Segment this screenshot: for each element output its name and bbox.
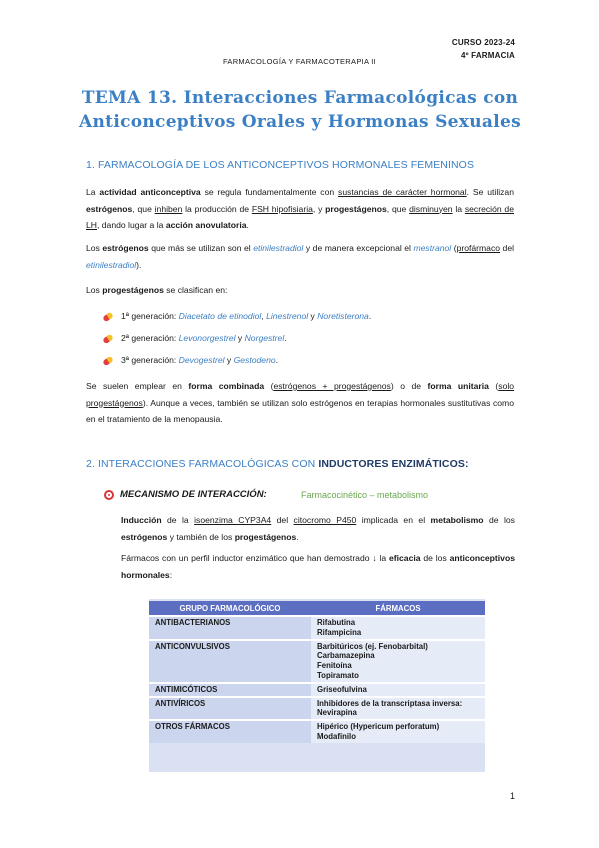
group-cell: ANTICONVULSIVOS: [149, 640, 311, 683]
degree: 4º FARMACIA: [460, 51, 515, 60]
drugs-cell: Hipérico (Hypericum perforatum) Modafinilo: [311, 720, 485, 743]
page-number: 1: [509, 791, 515, 801]
subject-header: FARMACOLOGÍA Y FARMACOTERAPIA II: [222, 57, 377, 66]
drugs-cell: Inhibidores de la transcriptasa inversa: Nevirapina: [311, 697, 485, 721]
table-row: [149, 616, 485, 640]
section-2-paragraph-1: Inducción de la isoenzima CYP3A4 del citocromo P450 implicada en el metabolismo de los estrógenos y también de los progestágenos.: [121, 515, 515, 542]
table-row: [149, 697, 485, 721]
generation-2-item: 2ª generación: Levonorgestrel y Norgestrel.: [103, 333, 287, 343]
title-line-1: TEMA 13. Interacciones Farmacológicas con: [81, 88, 519, 108]
section-1-paragraph-2: Los estrógenos que más se utilizan son el etinilestradiol y de manera excepcional el mestranol (profármaco del etinilestradiol).: [86, 243, 515, 270]
inducers-table: [149, 599, 485, 772]
pill-icon: [102, 333, 114, 344]
down-arrow-icon: ↓: [372, 553, 377, 563]
table-row: [149, 683, 485, 697]
column-header-group: GRUPO FARMACOLÓGICO: [149, 601, 311, 616]
drugs-cell: Rifabutina Rifampicina: [311, 616, 485, 640]
drugs-cell: Barbitúricos (ej. Fenobarbital) Carbamazepina Fenitoína Topiramato: [311, 640, 485, 683]
generation-3-item: 3ª generación: Devogestrel y Gestodeno.: [103, 355, 278, 365]
column-header-drugs: FÁRMACOS: [311, 601, 485, 616]
section-1-paragraph-1: La actividad anticonceptiva se regula fundamentalmente con sustancias de carácter hormonal. Se utilizan estrógenos, que inhiben la producción de FSH hipofisiaria, y progestágenos, que disminuyen la secreción de LH, dando lugar a la acción anovulatoria.: [86, 187, 514, 230]
generation-1-item: 1ª generación: Diacetato de etinodiol, Linestrenol y Noretisterona.: [103, 311, 371, 321]
section-2-heading: 2. INTERACCIONES FARMACOLÓGICAS CON INDUCTORES ENZIMÁTICOS:: [86, 458, 469, 470]
pill-icon: [102, 311, 114, 322]
table-row: [149, 640, 485, 683]
pill-icon: [102, 355, 114, 366]
section-2-paragraph-2: Fármacos con un perfil inductor enzimático que han demostrado ↓ la eficacia de los anticonceptivos hormonales:: [121, 553, 515, 580]
mechanism-type: Farmacocinético – metabolismo: [301, 490, 429, 500]
section-1-paragraph-3: Los progestágenos se clasifican en:: [86, 285, 228, 295]
group-cell: ANTIBACTERIANOS: [149, 616, 311, 640]
mechanism-label: MECANISMO DE INTERACCIÓN:: [104, 489, 267, 500]
title-line-2: Anticonceptivos Orales y Hormonas Sexuales: [79, 112, 521, 132]
table-row: [149, 720, 485, 743]
target-icon: [104, 490, 114, 500]
drugs-cell: Griseofulvina: [311, 683, 485, 697]
section-1-paragraph-4: Se suelen emplear en forma combinada (estrógenos + progestágenos) o de forma unitaria (solo progestágenos). Aunque a veces, también se utilizan solo estrógenos en terapias hormonales sustitutivas como en el tratamiento de la menopausia.: [86, 381, 515, 424]
group-cell: ANTIMICÓTICOS: [149, 683, 311, 697]
document-title: [60, 86, 540, 134]
course-year: CURSO 2023-24: [451, 38, 515, 47]
section-1-heading: 1. FARMACOLOGÍA DE LOS ANTICONCEPTIVOS HORMONALES FEMENINOS: [86, 159, 475, 171]
group-cell: ANTIVÍRICOS: [149, 697, 311, 721]
group-cell: OTROS FÁRMACOS: [149, 720, 311, 743]
